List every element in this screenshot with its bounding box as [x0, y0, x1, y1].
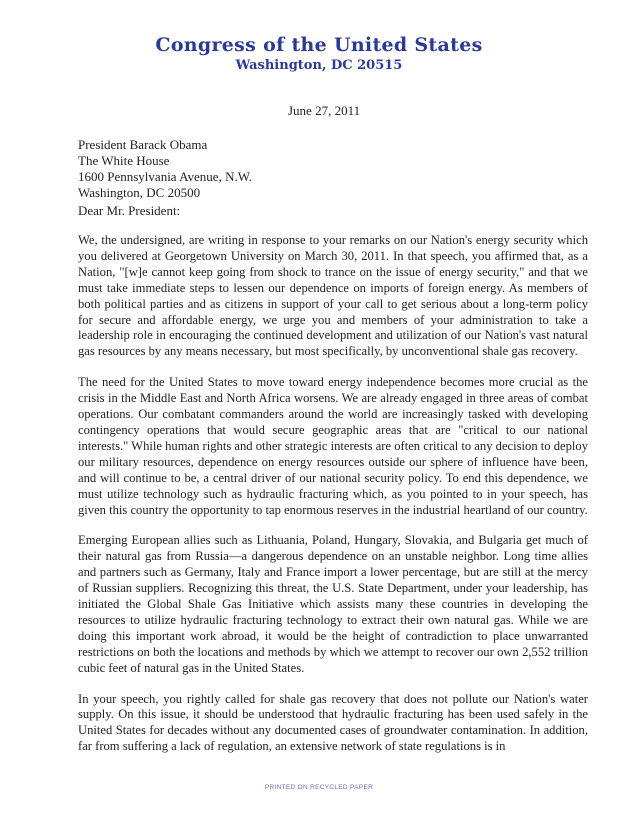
letter-body [78, 233, 588, 770]
letterhead [0, 34, 638, 73]
address-line: 1600 Pennsylvania Avenue, N.W. [78, 169, 253, 184]
body-paragraph: In your speech, you rightly called for shale gas recovery that does not pollute our Nation's water supply. On this issue, it should be understood that hydraulic fracturing has been used safely in the United States for decades without any documented cases of groundwater contamination. In addition, far from suffering a lack of regulation, an extensive network of state regulations is in [78, 691, 588, 754]
letterhead-title: Congress of the United States [155, 34, 483, 56]
address-line: The White House [78, 153, 170, 168]
letterhead-subtitle: Washington, DC 20515 [235, 58, 403, 73]
address-line: Washington, DC 20500 [78, 185, 201, 200]
recipient-address [78, 137, 252, 201]
salutation: Dear Mr. President: [78, 203, 181, 218]
address-line: President Barack Obama [78, 137, 208, 152]
body-paragraph: The need for the United States to move toward energy independence becomes more crucial as the crisis in the Middle East and North Africa worsens. We are already engaged in three areas of combat operations. Our combatant commanders around the world are increasingly tasked with developing contingency operations that would secure geographic areas that are "critical to our national interests." While human rights and other strategic interests are often critical to any decision to deploy our military resources, dependence on energy resources outside our sphere of influence have been, and will continue to be, a central driver of our national security policy. To end this dependence, we must utilize technology such as hydraulic fracturing which, as you pointed to in your speech, has given this country the opportunity to tap enormous reserves in the industrial heartland of our country. [78, 375, 588, 517]
letter-date: June 27, 2011 [288, 103, 361, 118]
body-paragraph: Emerging European allies such as Lithuania, Poland, Hungary, Slovakia, and Bulgaria get much of their natural gas from Russia—a dangerous dependence on an unstable neighbor. Long time allies and partners such as Germany, Italy and France import a lower percentage, but are still at the mercy of Russian suppliers. Recognizing this threat, the U.S. State Department, under your leadership, has initiated the Global Shale Gas Initiative which assists many these countries in developing the resources to utilize hydraulic fracturing technology to extract their own natural gas. While we are doing this important work abroad, it would be the height of contradiction to place unwarranted restrictions on both the locations and methods by which we attempt to recover our own 2,552 trillion cubic feet of natural gas in the United States. [78, 533, 588, 675]
recycled-paper-footer: PRINTED ON RECYCLED PAPER [264, 784, 374, 791]
body-paragraph: We, the undersigned, are writing in response to your remarks on our Nation's energy security which you delivered at Georgetown University on March 30, 2011. In that speech, you affirmed that, as a Nation, "[w]e cannot keep going from shock to trance on the issue of energy security," and that we must take immediate steps to lessen our dependence on imports of foreign energy. As members of both political parties and as citizens in support of your call to get serious about a long-term policy for secure and affordable energy, we urge you and members of your administration to take a leadership role in encouraging the continued development and utilization of our Nation's vast natural gas resources by any means necessary, but most specifically, by unconventional shale gas recovery. [78, 233, 588, 359]
